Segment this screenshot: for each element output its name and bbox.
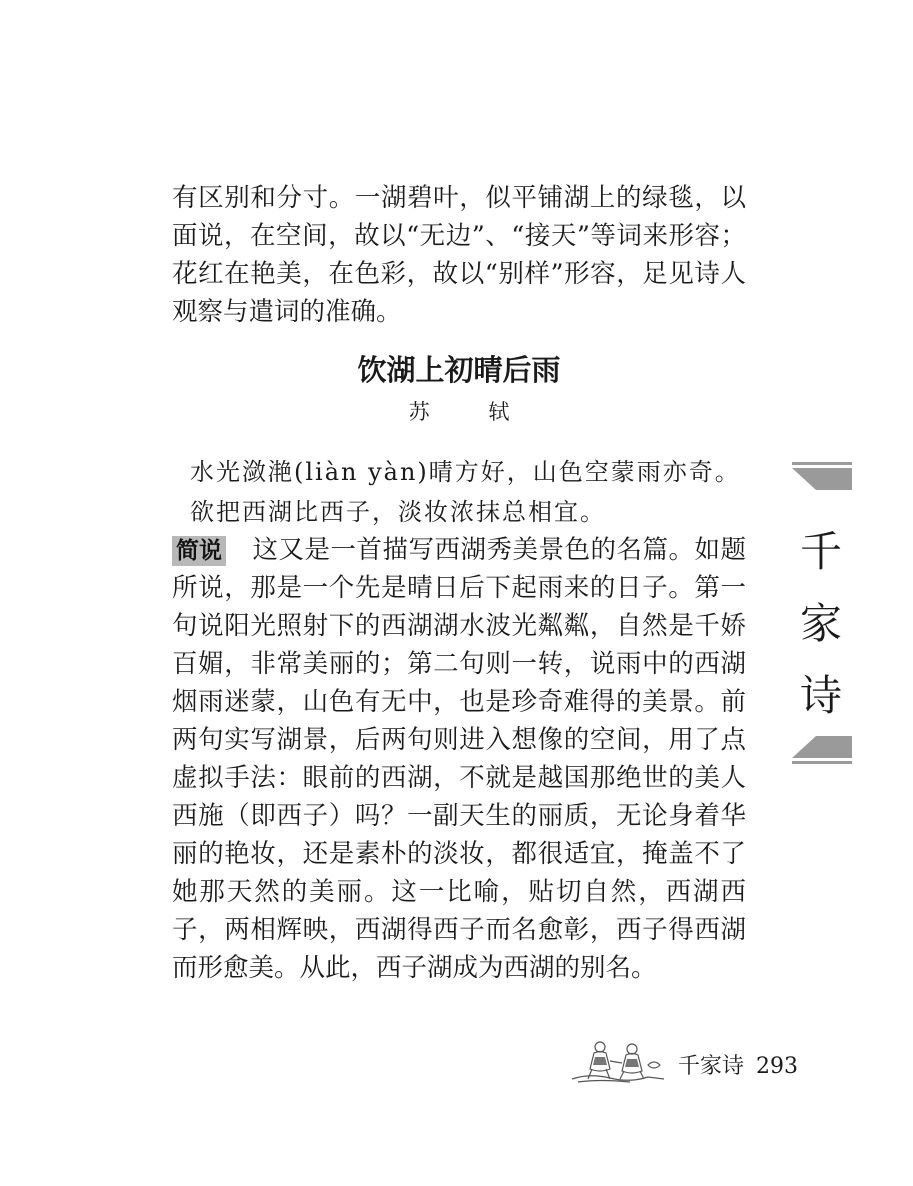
- side-tab-text: [800, 516, 850, 732]
- side-tab-char: 诗: [800, 671, 843, 720]
- poem-title: 饮湖上初晴后雨: [357, 353, 561, 387]
- poem-line: 欲把西湖比西子，淡妆浓抹总相宜。: [190, 498, 606, 526]
- poem-author: 苏 轼: [408, 400, 536, 424]
- page-number: 293: [756, 1054, 799, 1079]
- commentary-text: 这又是一首描写西湖秀美景色的名篇。如题所说，那是一个先是晴日后下起雨来的日子。第一句说阳光照射下的西湖湖水波光粼粼，自然是千娇百媚，非常美丽的；第二句则一转，说雨中的西湖烟雨迷蒙，山色有无中，也是珍奇难得的美景。前两句实写湖景，后两句则进入想像的空间，用了点虚拟手法：眼前的西湖，不就是越国那绝世的美人西施（即西子）吗？一副天生的丽质，无论身着华丽的艳妆，还是素朴的淡妆，都很适宜，掩盖不了她那天然的美丽。这一比喻，贴切自然，西湖西子，两相辉映，西湖得西子而名愈彰，西子得西湖而形愈美。从此，西子湖成为西湖的别名。: [172, 535, 746, 983]
- side-tab-char: 千: [800, 527, 843, 576]
- footer-figures-illustration: [570, 1035, 666, 1085]
- intro-paragraph: 有区别和分寸。一湖碧叶，似平铺湖上的绿毯，以面说，在空间，故以“无边”、“接天”等词来形容；花红在艳美，在色彩，故以“别样”形容，足见诗人观察与遣词的准确。: [172, 183, 746, 327]
- section-side-tab: [792, 462, 852, 764]
- commentary-paragraph: [172, 531, 746, 987]
- footer-book-title: 千家诗: [678, 1054, 745, 1079]
- side-tab-char: 家: [800, 599, 843, 648]
- bracket-top-icon: [792, 462, 852, 492]
- poem-line: 水光潋滟(liàn yàn)晴方好，山色空蒙雨亦奇。: [190, 458, 741, 486]
- footer: [678, 1049, 798, 1080]
- commentary-tag: 简说: [172, 536, 226, 566]
- bracket-bottom-icon: [792, 734, 852, 764]
